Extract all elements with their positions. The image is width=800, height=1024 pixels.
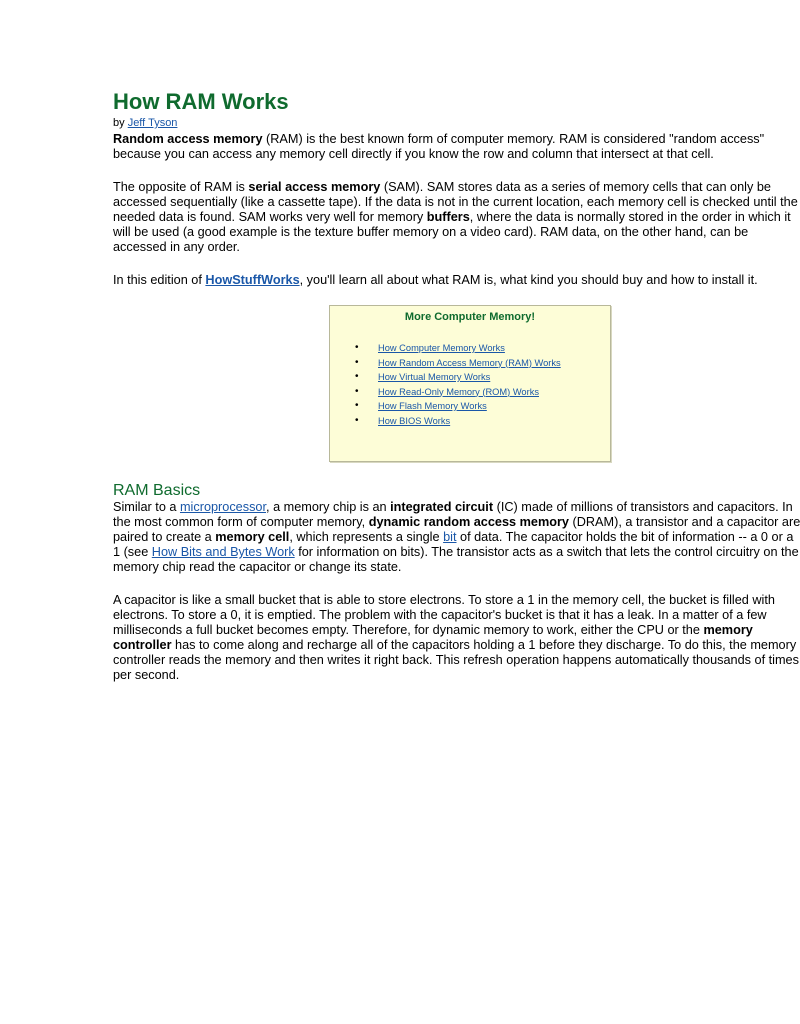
list-item — [355, 414, 610, 429]
intro-paragraph — [113, 132, 768, 162]
link-computer-memory[interactable]: How Computer Memory Works — [378, 343, 505, 353]
box-link-list — [330, 341, 610, 428]
memory-bold-term: memory — [703, 623, 753, 637]
rb1-line-4-pre: 1 (see — [113, 545, 152, 559]
intro-bold-term: Random access memory — [113, 132, 263, 146]
intro-line-1: (RAM) is the best known form of computer memory. RAM is considered "random access" — [262, 132, 765, 146]
rb2-line-6: per second. — [113, 668, 180, 682]
rb2-line-2: electrons. To store a 0, it is emptied. The problem with the capacitor's bucket is that it has a leak. In a matter of a few — [113, 608, 767, 622]
controller-bold-term: controller — [113, 638, 172, 652]
bullet-icon: • — [355, 371, 359, 382]
bullet-icon: • — [355, 385, 359, 397]
ram-basics-paragraph-1 — [113, 500, 800, 575]
list-item — [355, 370, 610, 385]
link-virtual-memory[interactable]: How Virtual Memory Works — [378, 372, 491, 382]
link-ram[interactable]: How Random Access Memory (RAM) Works — [378, 357, 561, 368]
rb2-line-5: controller reads the memory and then writes it right back. This refresh operation happens automatically thousands of times — [113, 653, 799, 667]
sam-line-1-post: (SAM). SAM stores data as a series of memory cells that can only be — [380, 180, 771, 194]
bullet-icon: • — [355, 342, 359, 353]
howstuffworks-link[interactable]: HowStuffWorks — [205, 273, 300, 287]
sam-paragraph — [113, 180, 798, 255]
byline — [113, 116, 768, 130]
bit-link[interactable]: bit — [443, 530, 457, 544]
sam-line-3-pre: needed data is found. SAM works very well for memory — [113, 210, 427, 224]
byline-prefix: by — [113, 117, 125, 129]
rb2-line-1: A capacitor is like a small bucket that is able to store electrons. To store a 1 in the memory cell, the bucket is filled with — [113, 593, 775, 607]
list-item — [355, 356, 610, 371]
rb2-line-4-post: has to come along and recharge all of the capacitors holding a 1 before they discharge. To do this, the memory — [171, 638, 797, 652]
section-heading-ram-basics: RAM Basics — [113, 482, 201, 499]
bullet-icon: • — [355, 356, 359, 368]
rb1-line-4-post: for information on bits). The transistor acts as a switch that lets the control circuitry on the — [294, 545, 799, 559]
rb1-line-3-mid: , which represents a single — [289, 530, 444, 544]
sam-bold-term: serial access memory — [248, 180, 381, 194]
dram-bold-term: dynamic random access memory — [368, 515, 569, 529]
ram-basics-paragraph-2 — [113, 593, 799, 683]
list-item — [355, 399, 610, 414]
edition-pre: In this edition of — [113, 273, 206, 287]
rb1-line-2-pre: the most common form of computer memory, — [113, 515, 369, 529]
rb1-line-5: memory chip read the capacitor or change its state. — [113, 560, 402, 574]
microprocessor-link[interactable]: microprocessor — [179, 500, 267, 514]
box-title: More Computer Memory! — [404, 311, 536, 323]
bullet-icon: • — [355, 400, 359, 411]
memory-cell-bold-term: memory cell — [215, 530, 290, 544]
rb1-line-2-post: (DRAM), a transistor and a capacitor are — [568, 515, 800, 529]
page-title: How RAM Works — [113, 89, 289, 114]
list-item — [355, 385, 610, 400]
article-page — [113, 88, 800, 688]
list-item — [355, 341, 610, 356]
sam-line-2: accessed sequentially (like a cassette tape). If the data is not in the current location, each memory cell is checked until the — [113, 195, 798, 209]
edition-paragraph — [113, 273, 768, 288]
rb2-line-3-pre: milliseconds a full bucket becomes empty. Therefore, for dynamic memory to work, either the CPU or the — [113, 623, 704, 637]
rb1-line-1-mid: , a memory chip is an — [266, 500, 391, 514]
sam-line-1-pre: The opposite of RAM is — [113, 180, 249, 194]
author-link[interactable]: Jeff Tyson — [127, 117, 178, 129]
ic-bold-term: integrated circuit — [390, 500, 494, 514]
rb1-line-3-pre: paired to create a — [113, 530, 216, 544]
rb1-line-1-post: (IC) made of millions of transistors and capacitors. In — [493, 500, 793, 514]
link-bios[interactable]: How BIOS Works — [378, 415, 451, 426]
sam-line-5: accessed in any order. — [113, 240, 240, 254]
more-memory-box — [329, 305, 611, 462]
buffers-bold-term: buffers — [426, 210, 470, 224]
rb1-line-1-pre: Similar to a — [113, 500, 180, 514]
bullet-icon: • — [355, 414, 359, 426]
bits-bytes-link[interactable]: How Bits and Bytes Work — [151, 545, 295, 559]
sam-line-4: will be used (a good example is the texture buffer memory on a video card). RAM data, on the other hand, can be — [113, 225, 749, 239]
sam-line-3-post: , where the data is normally stored in the order in which it — [469, 210, 791, 224]
link-flash-memory[interactable]: How Flash Memory Works — [378, 401, 487, 411]
edition-post: , you'll learn all about what RAM is, what kind you should buy and how to install it. — [299, 273, 758, 287]
ram-basics-section — [113, 481, 800, 701]
link-rom[interactable]: How Read-Only Memory (ROM) Works — [378, 386, 539, 397]
rb1-line-3-post: of data. The capacitor holds the bit of information -- a 0 or a — [456, 530, 794, 544]
intro-line-2: because you can access any memory cell directly if you know the row and column that intersect at that cell. — [113, 147, 714, 161]
